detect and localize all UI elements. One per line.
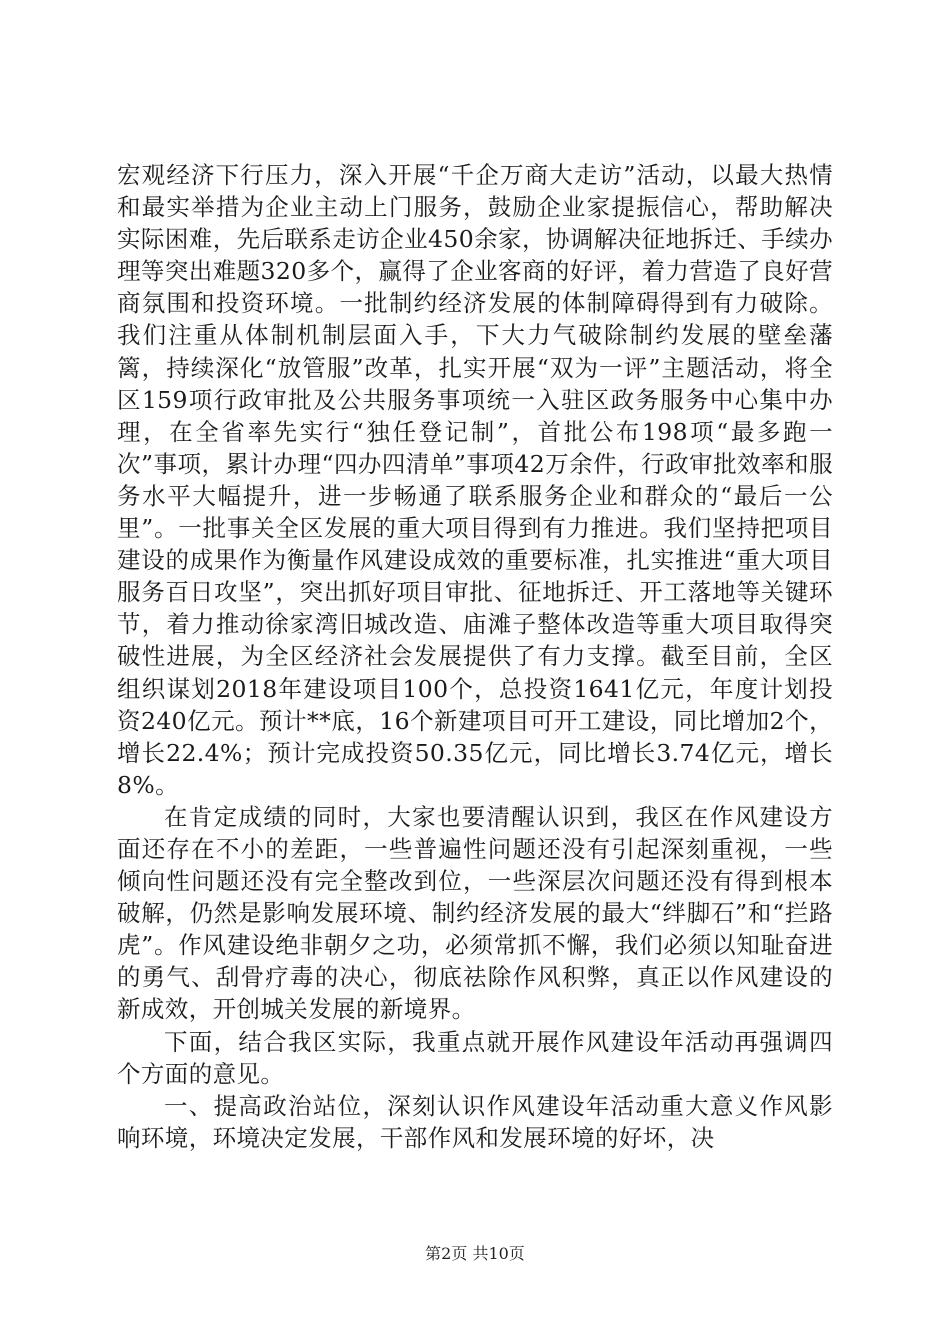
- document-body: [117, 159, 833, 1154]
- paragraph-2: 在肯定成绩的同时，大家也要清醒认识到，我区在作风建设方面还存在不小的差距，一些普遍性问题还没有引起深刻重视，一些倾向性问题还没有完全整改到位，一些深层次问题还没有得到根本破解，仍然是影响发展环境、制约经济发展的最大“绊脚石”和“拦路虎”。作风建设绝非朝夕之功，必须常抓不懈，我们必须以知耻奋进的勇气、刮骨疗毒的决心，彻底祛除作风积弊，真正以作风建设的新成效，开创城关发展的新境界。: [117, 802, 833, 1024]
- page-number: 第2页 共10页: [425, 1244, 525, 1263]
- paragraph-4: 一、提高政治站位，深刻认识作风建设年活动重大意义作风影响环境，环境决定发展，干部作风和发展环境的好坏，决: [117, 1091, 833, 1152]
- page-footer: [0, 1244, 950, 1264]
- paragraph-3: 下面，结合我区实际，我重点就开展作风建设年活动再强调四个方面的意见。: [117, 1027, 833, 1088]
- paragraph-1: 宏观经济下行压力，深入开展“千企万商大走访”活动，以最大热情和最实举措为企业主动上门服务，鼓励企业家提振信心，帮助解决实际困难，先后联系走访企业450余家，协调解决征地拆迁、手续办理等突出难题320多个，赢得了企业客商的好评，着力营造了良好营商氛围和投资环境。一批制约经济发展的体制障碍得到有力破除。我们注重从体制机制层面入手，下大力气破除制约发展的壁垒藩篱，持续深化“放管服”改革，扎实开展“双为一评”主题活动，将全区159项行政审批及公共服务事项统一入驻区政务服务中心集中办理，在全省率先实行“独任登记制”，首批公布198项“最多跑一次”事项，累计办理“四办四清单”事项42万余件，行政审批效率和服务水平大幅提升，进一步畅通了联系服务企业和群众的“最后一公里”。一批事关全区发展的重大项目得到有力推进。我们坚持把项目建设的成果作为衡量作风建设成效的重要标准，扎实推进“重大项目服务百日攻坚”，突出抓好项目审批、征地拆迁、开工落地等关键环节，着力推动徐家湾旧城改造、庙滩子整体改造等重大项目取得突破性进展，为全区经济社会发展提供了有力支撑。截至目前，全区组织谋划2018年建设项目100个，总投资1641亿元，年度计划投资240亿元。预计**底，16个新建项目可开工建设，同比增加2个，增长22.4%；预计完成投资50.35亿元，同比增长3.74亿元，增长8%。: [117, 161, 833, 799]
